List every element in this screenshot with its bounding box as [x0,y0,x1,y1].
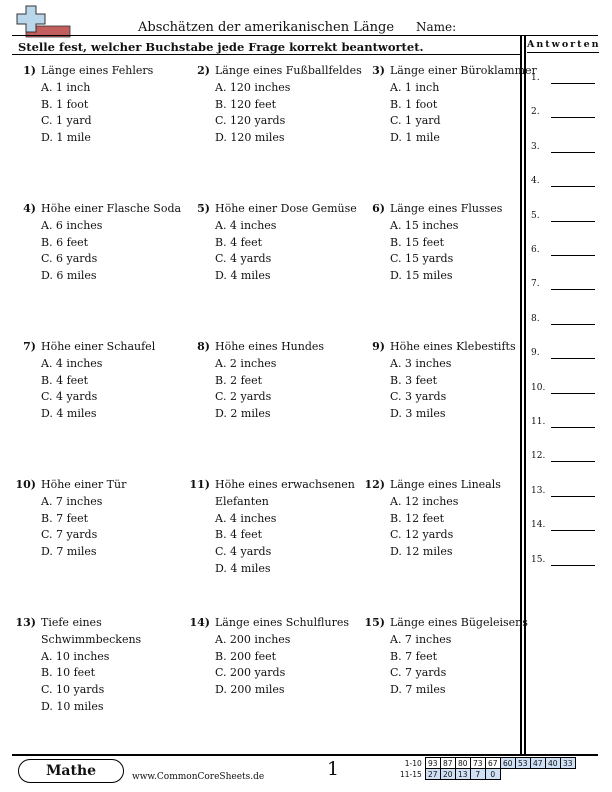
answer-option: D. 10 miles [41,699,104,713]
answer-option: C. 10 yards [41,683,105,697]
question-body [390,477,540,561]
answer-option: B. 12 feet [390,511,445,525]
answer-option: A. 7 inches [390,632,452,646]
question-body [215,201,365,285]
answer-option: C. 4 yards [215,545,272,559]
question-body [215,63,365,147]
question-body [390,201,540,285]
answer-option: C. 12 yards [390,528,454,542]
answer-line[interactable] [531,417,597,431]
answer-number: 5. [531,210,540,221]
answer-option: A. 3 inches [390,356,452,370]
answer-option: D. 15 miles [390,269,453,283]
answer-blank[interactable] [551,221,595,222]
score-cell: 0 [485,769,500,780]
score-cell: 40 [545,758,560,769]
question-body [390,63,540,147]
score-cell: 80 [455,758,470,769]
question-number: 8) [197,340,210,353]
answer-option: C. 7 yards [41,528,98,542]
answer-blank[interactable] [551,152,595,153]
question-number: 5) [197,202,210,215]
question-body [215,339,365,423]
score-cell: 13 [455,769,470,780]
answer-line[interactable] [531,245,597,259]
answer-option: B. 7 feet [390,649,438,663]
question-number: 4) [23,202,36,215]
answers-title: Antworten [527,39,601,50]
answer-number: 4. [531,176,540,187]
answer-option: C. 1 yard [390,114,441,128]
question-body [215,615,365,699]
answer-line[interactable] [531,348,597,362]
answer-option: D. 6 miles [41,269,97,283]
answer-line[interactable] [531,142,597,156]
question-text: Länge eines Flusses [390,202,503,215]
answer-line[interactable] [531,107,597,121]
answer-number: 12. [531,451,546,462]
answer-option: B. 6 feet [41,235,89,249]
question-text: Länge einer Büroklammer [390,64,537,77]
score-cell-empty [530,769,545,780]
answer-number: 7. [531,279,540,290]
score-row [398,758,575,769]
answer-option: A. 4 inches [41,356,103,370]
answers-title-underline [527,52,599,53]
answer-option: D. 4 miles [41,407,97,421]
answer-option: C. 1 yard [41,114,92,128]
score-cell-empty [500,769,515,780]
answer-number: 11. [531,417,546,427]
answer-option: A. 7 inches [41,494,103,508]
instructions: Stelle fest, welcher Buchstabe jede Frage korrekt beantwortet. [18,40,424,54]
answer-option: B. 4 feet [215,528,263,542]
question-text: Höhe eines erwachsenen Elefanten [215,478,355,508]
answer-option: B. 200 feet [215,649,277,663]
answer-blank[interactable] [551,83,595,84]
score-row-label: 11-15 [400,769,422,779]
answer-blank[interactable] [551,461,595,462]
question-text: Länge eines Schulflures [215,616,349,629]
question-body [41,201,191,285]
score-row-label: 1-10 [404,758,422,768]
answer-option: C. 4 yards [215,252,272,266]
score-row [398,769,575,780]
question-text: Höhe einer Flasche Soda [41,202,182,215]
score-cell: 47 [530,758,545,769]
question-number: 14) [189,616,210,629]
question-number: 10) [15,478,36,491]
answer-option: D. 200 miles [215,683,285,697]
worksheet-title: Abschätzen der amerikanischen Länge [138,20,395,35]
answer-option: C. 120 yards [215,114,286,128]
question-text: Tiefe eines Schwimmbeckens [41,616,142,646]
score-cell: 73 [470,758,485,769]
question-number: 2) [197,64,210,77]
question-body [390,615,540,699]
answer-line[interactable] [531,211,597,225]
score-cell: 33 [560,758,575,769]
answer-option: A. 120 inches [215,80,291,94]
question-body [41,339,191,423]
question-body [215,477,365,578]
score-cell: 87 [440,758,455,769]
answer-option: D. 2 miles [215,407,271,421]
score-table [398,757,576,780]
answer-option: A. 200 inches [215,632,291,646]
answer-blank[interactable] [551,255,595,256]
answer-option: D. 1 mile [41,131,91,145]
question-number: 9) [372,340,385,353]
question-text: Höhe einer Schaufel [41,340,156,353]
answer-blank[interactable] [551,393,595,394]
answer-blank[interactable] [551,565,595,566]
answer-option: B. 1 foot [41,97,89,111]
answer-number: 2. [531,107,540,118]
answer-option: B. 10 feet [41,666,96,680]
answer-option: D. 120 miles [215,131,285,145]
score-cell: 20 [440,769,455,780]
answer-blank[interactable] [551,186,595,187]
answer-option: C. 4 yards [41,390,98,404]
footer-divider [12,754,598,756]
answer-blank[interactable] [551,496,595,497]
score-cell: 93 [425,758,440,769]
name-label: Name: [416,20,457,34]
answer-option: B. 4 feet [215,235,263,249]
answer-option: A. 15 inches [390,218,459,232]
answer-number: 15. [531,554,546,565]
answer-option: A. 1 inch [41,80,91,94]
question-number: 6) [372,202,385,215]
question-text: Höhe eines Hundes [215,340,325,353]
answer-option: B. 1 foot [390,97,438,111]
answer-line[interactable] [531,314,597,328]
answer-option: B. 3 feet [390,373,438,387]
answer-option: C. 2 yards [215,390,272,404]
question-text: Höhe eines Klebestifts [390,340,516,353]
answer-option: D. 3 miles [390,407,446,421]
answer-number: 6. [531,245,540,255]
score-cell: 27 [425,769,440,780]
answer-option: B. 120 feet [215,97,277,111]
question-body [390,339,540,423]
answer-number: 10. [531,382,546,393]
answer-option: B. 7 feet [41,511,89,525]
answer-blank[interactable] [551,324,595,325]
answer-blank[interactable] [551,530,595,531]
answer-option: B. 15 feet [390,235,445,249]
answer-option: D. 1 mile [390,131,440,145]
question-text: Höhe einer Tür [41,478,127,491]
website-link[interactable]: www.CommonCoreSheets.de [132,772,265,782]
answer-line[interactable] [531,383,597,397]
answer-option: B. 2 feet [215,373,263,387]
answer-option: B. 4 feet [41,373,89,387]
answer-option: A. 4 inches [215,511,277,525]
question-number: 12) [364,478,385,491]
answer-number: 14. [531,520,546,531]
question-body [41,477,191,561]
answer-blank[interactable] [551,427,595,428]
answer-option: D. 7 miles [390,683,446,697]
question-body [41,615,191,716]
question-text: Länge eines Fußballfeldes [215,64,362,77]
answer-option: C. 6 yards [41,252,98,266]
score-cell-empty [515,769,530,780]
score-cell: 7 [470,769,485,780]
question-number: 11) [189,478,210,491]
answer-number: 13. [531,485,546,496]
question-number: 13) [15,616,36,629]
question-text: Länge eines Fehlers [41,64,154,77]
instructions-divider [12,54,522,55]
question-text: Höhe einer Dose Gemüse [215,202,357,215]
score-cell: 60 [500,758,515,769]
answer-option: A. 6 inches [41,218,103,232]
answer-blank[interactable] [551,117,595,118]
score-cell-empty [560,769,575,780]
subject-badge: Mathe [18,759,124,783]
score-cell: 53 [515,758,530,769]
answer-option: A. 12 inches [390,494,459,508]
answer-line[interactable] [531,486,597,500]
answer-option: A. 10 inches [41,649,110,663]
answer-line[interactable] [531,176,597,190]
answer-option: D. 12 miles [390,545,453,559]
answer-option: D. 4 miles [215,269,271,283]
answer-number: 8. [531,313,540,324]
answer-option: D. 7 miles [41,545,97,559]
answer-option: A. 1 inch [390,80,440,94]
answer-line[interactable] [531,279,597,293]
answer-option: C. 7 yards [390,666,447,680]
answer-line[interactable] [531,520,597,534]
score-cell: 67 [485,758,500,769]
question-text: Länge eines Lineals [390,478,501,491]
score-cell-empty [545,769,560,780]
answer-blank[interactable] [551,289,595,290]
question-number: 7) [23,340,36,353]
answer-blank[interactable] [551,358,595,359]
answer-option: A. 4 inches [215,218,277,232]
answer-line[interactable] [531,555,597,569]
page-number: 1 [327,758,340,780]
answer-option: C. 15 yards [390,252,454,266]
answer-option: D. 4 miles [215,561,271,575]
answer-option: C. 200 yards [215,666,286,680]
answer-number: 9. [531,348,540,359]
answer-option: A. 2 inches [215,356,277,370]
answer-option: C. 3 yards [390,390,447,404]
question-body [41,63,191,147]
answer-number: 1. [531,73,540,83]
header-divider [12,35,598,36]
answer-number: 3. [531,141,540,152]
answer-line[interactable] [531,451,597,465]
question-number: 3) [372,64,385,77]
question-number: 1) [23,64,36,77]
question-text: Länge eines Bügeleisens [390,616,528,629]
answer-line[interactable] [531,73,597,87]
question-number: 15) [364,616,385,629]
